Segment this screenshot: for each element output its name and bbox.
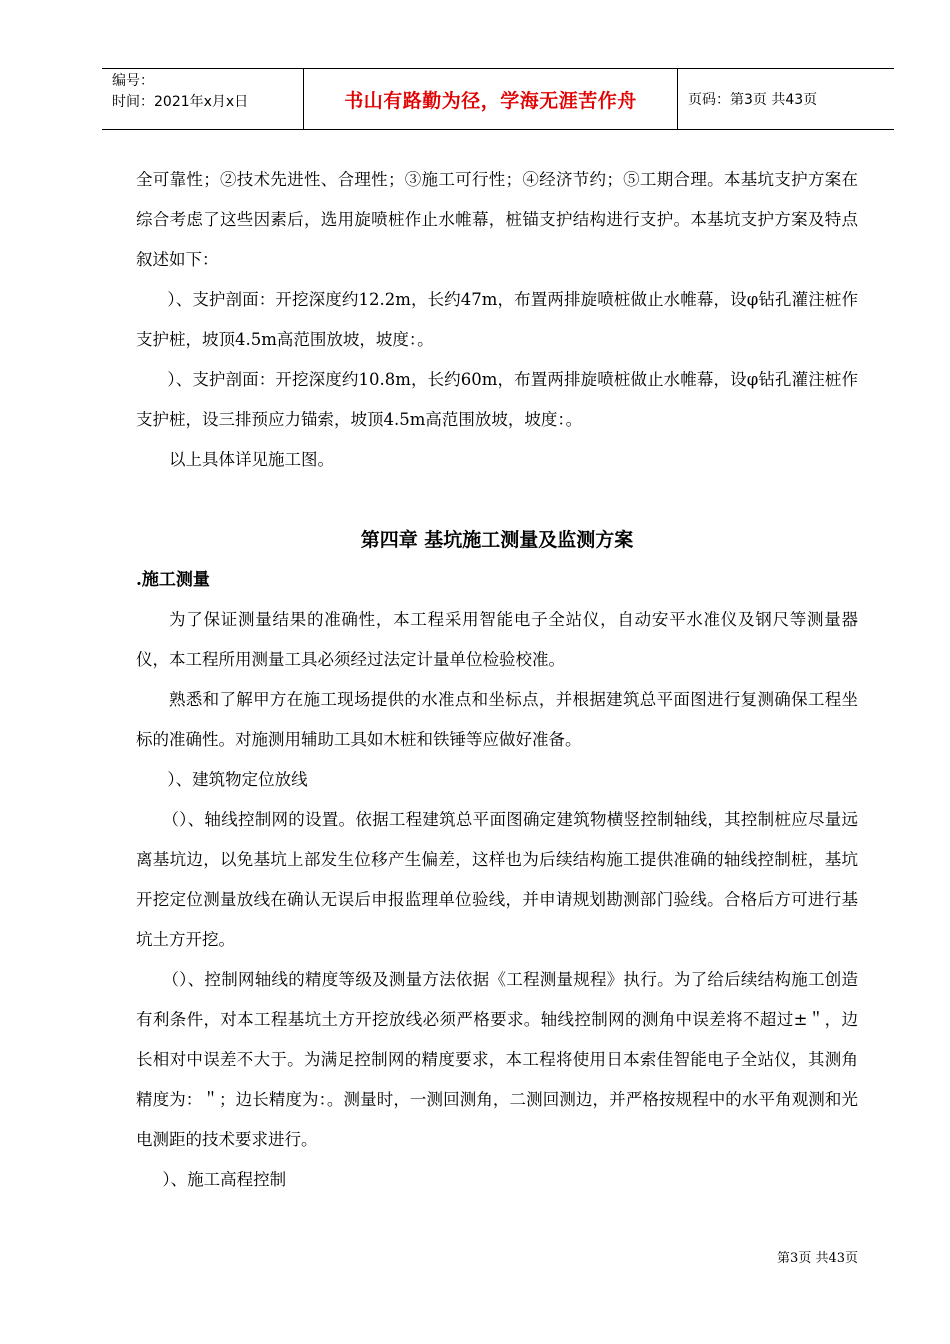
paragraph-1: 全可靠性；②技术先进性、合理性；③施工可行性；④经济节约；⑤工期合理。本基坑支护方案在综合考虑了这些因素后，选用旋喷桩作止水帷幕，桩锚支护结构进行支护。本基坑支护方案及特点叙述如下： xyxy=(136,170,858,269)
paragraph-7: ）、建筑物定位放线 xyxy=(167,770,308,789)
paragraph-3: ）、支护剖面：开挖深度约10.8m，长约60m，布置两排旋喷桩做止水帷幕，设φ钻孔灌注桩作支护桩，设三排预应力锚索，坡顶4.5m高范围放坡，坡度：。 xyxy=(136,370,858,429)
paragraph-8: （）、轴线控制网的设置。依据工程建筑总平面图确定建筑物横竖控制轴线，其控制桩应尽量远离基坑边，以免基坑上部发生位移产生偏差，这样也为后续结构施工提供准确的轴线控制桩，基坑开挖定位测量放线在确认无误后申报监理单位验线，并申请规划勘测部门验线。合格后方可进行基坑土方开挖。 xyxy=(136,810,858,949)
paragraph-5: 为了保证测量结果的准确性，本工程采用智能电子全站仪，自动安平水准仪及钢尺等测量器仪，本工程所用测量工具必须经过法定计量单位检验校准。 xyxy=(136,610,858,669)
header-motto: 书山有路勤为径，学海无涯苦作舟 xyxy=(304,69,678,129)
document-body xyxy=(136,160,858,1200)
paragraph-2: ）、支护剖面：开挖深度约12.2m，长约47m，布置两排旋喷桩做止水帷幕，设φ钻孔灌注桩作支护桩，坡顶4.5m高范围放坡，坡度：。 xyxy=(136,290,858,349)
header-page-label: 页码：第3页 共43页 xyxy=(688,92,818,108)
page-header xyxy=(102,68,894,130)
paragraph-4: 以上具体详见施工图。 xyxy=(169,450,334,469)
page-footer: 第3页 共43页 xyxy=(777,1251,858,1266)
header-meta xyxy=(102,69,304,129)
number-label: 编号： xyxy=(112,73,154,89)
section-title: .施工测量 xyxy=(136,570,210,590)
paragraph-6: 熟悉和了解甲方在施工现场提供的水准点和坐标点，并根据建筑总平面图进行复测确保工程坐标的准确性。对施测用辅助工具如木桩和铁锤等应做好准备。 xyxy=(136,690,858,749)
paragraph-9: （）、控制网轴线的精度等级及测量方法依据《工程测量规程》执行。为了给后续结构施工创造有利条件，对本工程基坑土方开挖放线必须严格要求。轴线控制网的测角中误差将不超过±＂，边长相对中误差不大于。为满足控制网的精度要求，本工程将使用日本索佳智能电子全站仪，其测角精度为：＂；边长精度为：。测量时，一测回测角，二测回测边，并严格按规程中的水平角观测和光电测距的技术要求进行。 xyxy=(136,970,858,1149)
chapter-title: 第四章 基坑施工测量及监测方案 xyxy=(360,529,634,551)
paragraph-10: ）、施工高程控制 xyxy=(162,1170,287,1189)
time-label: 时间：2021年x月x日 xyxy=(112,94,249,110)
